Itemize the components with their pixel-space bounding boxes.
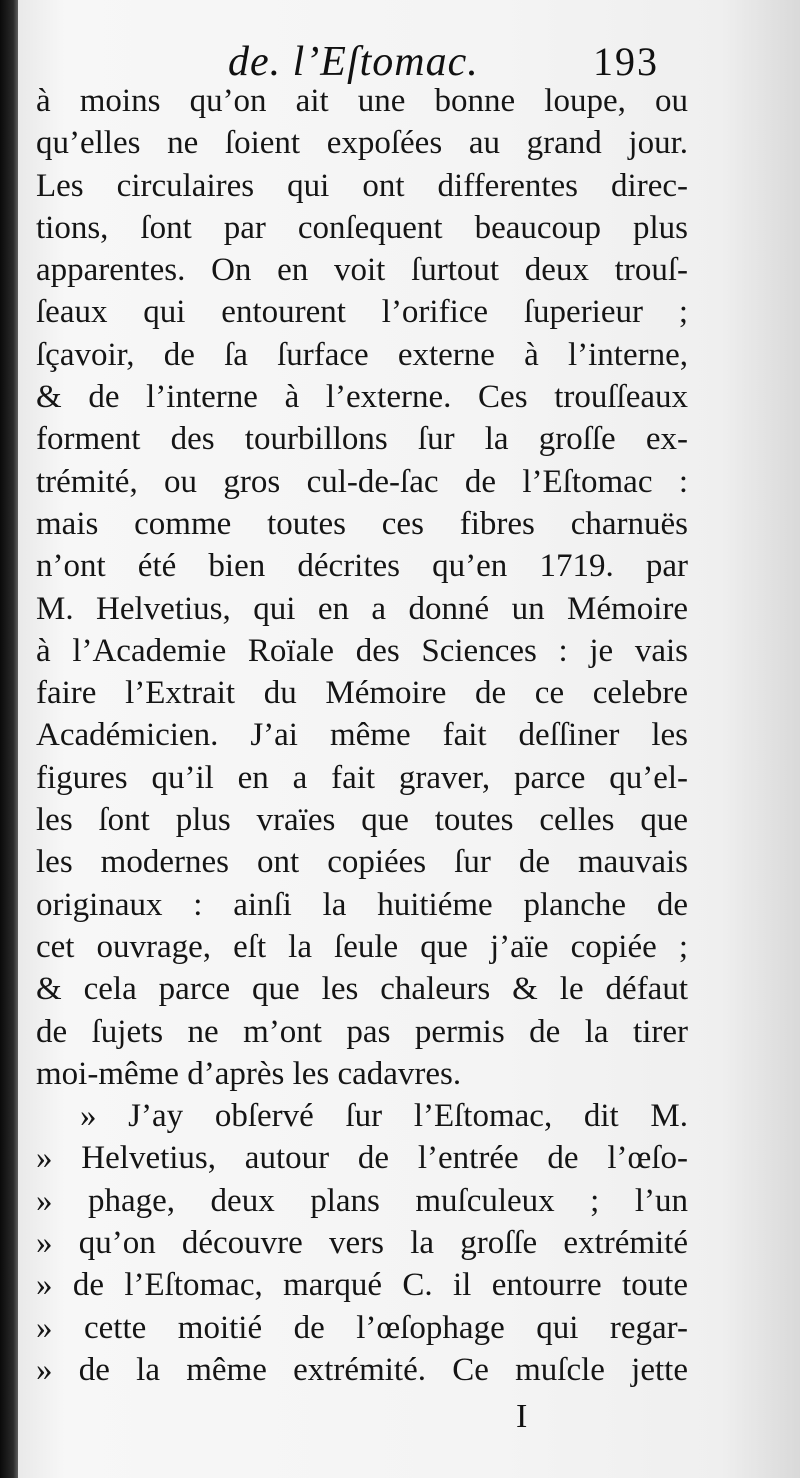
text-line: à moins qu’on ait une bonne loupe, ou: [36, 83, 688, 119]
page-number: 193: [593, 39, 659, 84]
signature-mark: I: [516, 1398, 528, 1435]
text-line: M. Helvetius, qui en a donné un Mémoire: [36, 590, 688, 627]
text-line: forment des tourbillons ſur la groſſe ex-: [36, 421, 688, 458]
text-line: figures qu’il en a fait graver, parce qu’el-: [36, 759, 688, 796]
quote-line: » phage, deux plans muſculeux ; l’un: [36, 1182, 688, 1219]
text-line: ſeaux qui entourent l’orifice ſuperieur ;: [36, 294, 688, 331]
text-line: à l’Academie Roïale des Sciences : je vais: [36, 632, 688, 669]
text-line: apparentes. On en voit ſurtout deux trouſ-: [36, 252, 688, 289]
body-text: [36, 80, 688, 1391]
quote-line: » de l’Eſtomac, marqué C. il entourre toute: [36, 1267, 688, 1304]
text-line: les modernes ont copiées ſur de mauvais: [36, 844, 688, 881]
text-line: Académicien. J’ai même fait deſſiner les: [36, 717, 688, 754]
text-line: de ſujets ne m’ont pas permis de la tirer: [36, 1013, 688, 1050]
text-line: tions, ſont par conſequent beaucoup plus: [36, 209, 688, 246]
quote-line: » qu’on découvre vers la groſſe extrémité: [36, 1225, 688, 1262]
running-title: de. l’Eſtomac.: [228, 39, 479, 85]
text-line: mais comme toutes ces fibres charnuës: [36, 505, 688, 542]
book-page: [18, 0, 800, 1478]
text-line: & cela parce que les chaleurs & le défaut: [36, 971, 688, 1008]
text-line: trémité, ou gros cul-de-ſac de l’Eſtomac :: [36, 463, 688, 500]
quote-line: » J’ay obſervé ſur l’Eſtomac, dit M.: [80, 1098, 688, 1135]
text-line: n’ont été bien décrites qu’en 1719. par: [36, 548, 688, 585]
text-line: cet ouvrage, eſt la ſeule que j’aïe copiée ;: [36, 928, 688, 965]
quote-line: » Helvetius, autour de l’entrée de l’œſo-: [36, 1140, 688, 1177]
text-line: les ſont plus vraïes que toutes celles que: [36, 802, 688, 839]
quote-line: » cette moitié de l’œſophage qui regar-: [36, 1309, 688, 1346]
text-line: qu’elles ne ſoient expoſées au grand jour.: [36, 125, 688, 162]
quote-line: » de la même extrémité. Ce muſcle jette: [36, 1351, 688, 1388]
text-line: ſçavoir, de ſa ſurface externe à l’interne,: [36, 336, 688, 373]
text-line: moi-même d’après les cadavres.: [36, 1055, 462, 1092]
text-line: originaux : ainſi la huitiéme planche de: [36, 886, 688, 923]
text-line: & de l’interne à l’externe. Ces trouſſeaux: [36, 379, 688, 416]
text-line: Les circulaires qui ont differentes direc-: [36, 167, 688, 204]
text-line: faire l’Extrait du Mémoire de ce celebre: [36, 675, 688, 712]
